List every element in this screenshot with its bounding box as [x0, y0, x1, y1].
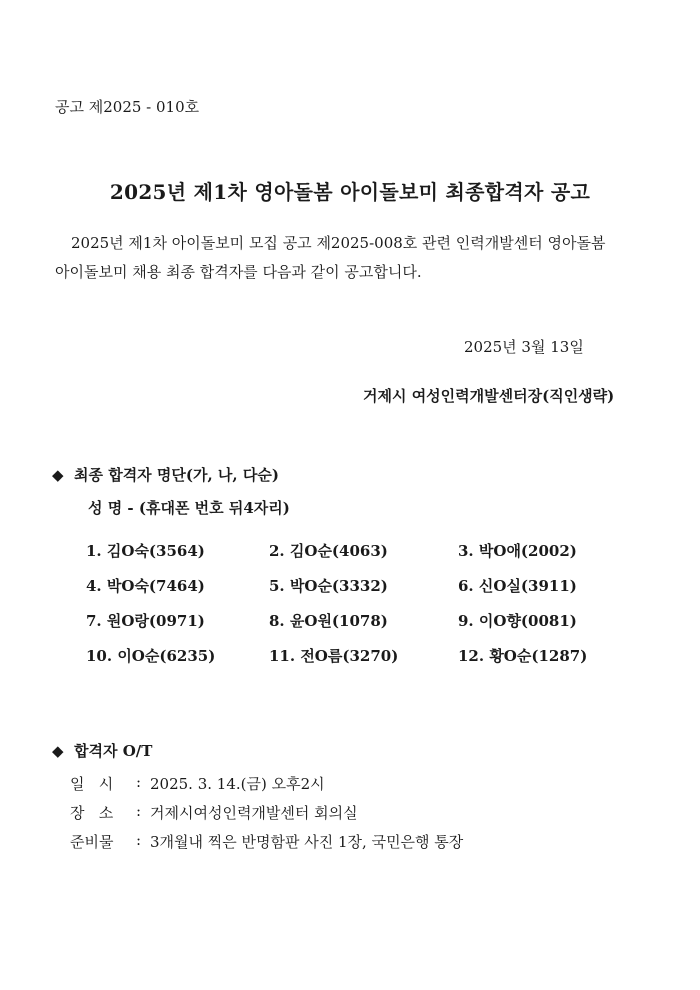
list-item: 8. 윤O원(1078) — [269, 612, 388, 630]
list-item: 5. 박O순(3332) — [269, 577, 388, 595]
section-final-list — [52, 464, 279, 485]
list-item: 10. 이O순(6235) — [86, 647, 216, 665]
info-label: 준비물 — [70, 833, 114, 851]
info-label: 일 시 — [70, 775, 114, 793]
list-item: 12. 황O순(1287) — [458, 647, 588, 665]
section-heading: 합격자 O/T — [74, 742, 153, 760]
announcement-date: 2025년 3월 13일 — [464, 338, 584, 356]
signer: 거제시 여성인력개발센터장(직인생략) — [363, 387, 615, 405]
section-orientation — [52, 740, 152, 761]
info-separator: : — [136, 802, 142, 820]
diamond-bullet-icon: ◆ — [52, 742, 64, 760]
list-row — [86, 533, 646, 568]
info-separator: : — [136, 831, 142, 849]
list-row — [86, 638, 646, 673]
list-subheading: 성 명 - (휴대폰 번호 뒤4자리) — [88, 499, 290, 517]
section-heading: 최종 합격자 명단(가, 나, 다순) — [74, 466, 279, 484]
page-title: 2025년 제1차 영아돌봄 아이돌보미 최종합격자 공고 — [109, 180, 591, 204]
orientation-info — [70, 773, 463, 860]
list-row — [86, 568, 646, 603]
list-item: 9. 이O향(0081) — [458, 612, 577, 630]
list-item: 1. 김O숙(3564) — [86, 542, 205, 560]
list-item: 4. 박O숙(7464) — [86, 577, 205, 595]
list-item: 2. 김O순(4063) — [269, 542, 388, 560]
name-list — [86, 533, 646, 673]
info-value: 2025. 3. 14.(금) 오후2시 — [150, 775, 325, 793]
list-item: 3. 박O애(2002) — [458, 542, 577, 560]
info-row-materials — [70, 831, 463, 860]
info-row-location — [70, 802, 463, 831]
body-line-2: 아이돌보미 채용 최종 합격자를 다음과 같이 공고합니다. — [55, 263, 422, 281]
info-label: 장 소 — [70, 804, 114, 822]
info-row-datetime — [70, 773, 463, 802]
list-row — [86, 603, 646, 638]
list-item: 11. 전O름(3270) — [269, 647, 399, 665]
list-item: 6. 신O실(3911) — [458, 577, 577, 595]
info-value: 거제시여성인력개발센터 회의실 — [150, 804, 358, 822]
list-item: 7. 원O랑(0971) — [86, 612, 205, 630]
diamond-bullet-icon: ◆ — [52, 466, 64, 484]
info-separator: : — [136, 773, 142, 791]
announcement-body — [55, 229, 667, 287]
body-line-1: 2025년 제1차 아이돌보미 모집 공고 제2025-008호 관련 인력개발센터 영아돌봄 — [71, 234, 606, 252]
document-number: 공고 제2025 - 010호 — [55, 98, 200, 116]
info-value: 3개월내 찍은 반명함판 사진 1장, 국민은행 통장 — [150, 833, 464, 851]
